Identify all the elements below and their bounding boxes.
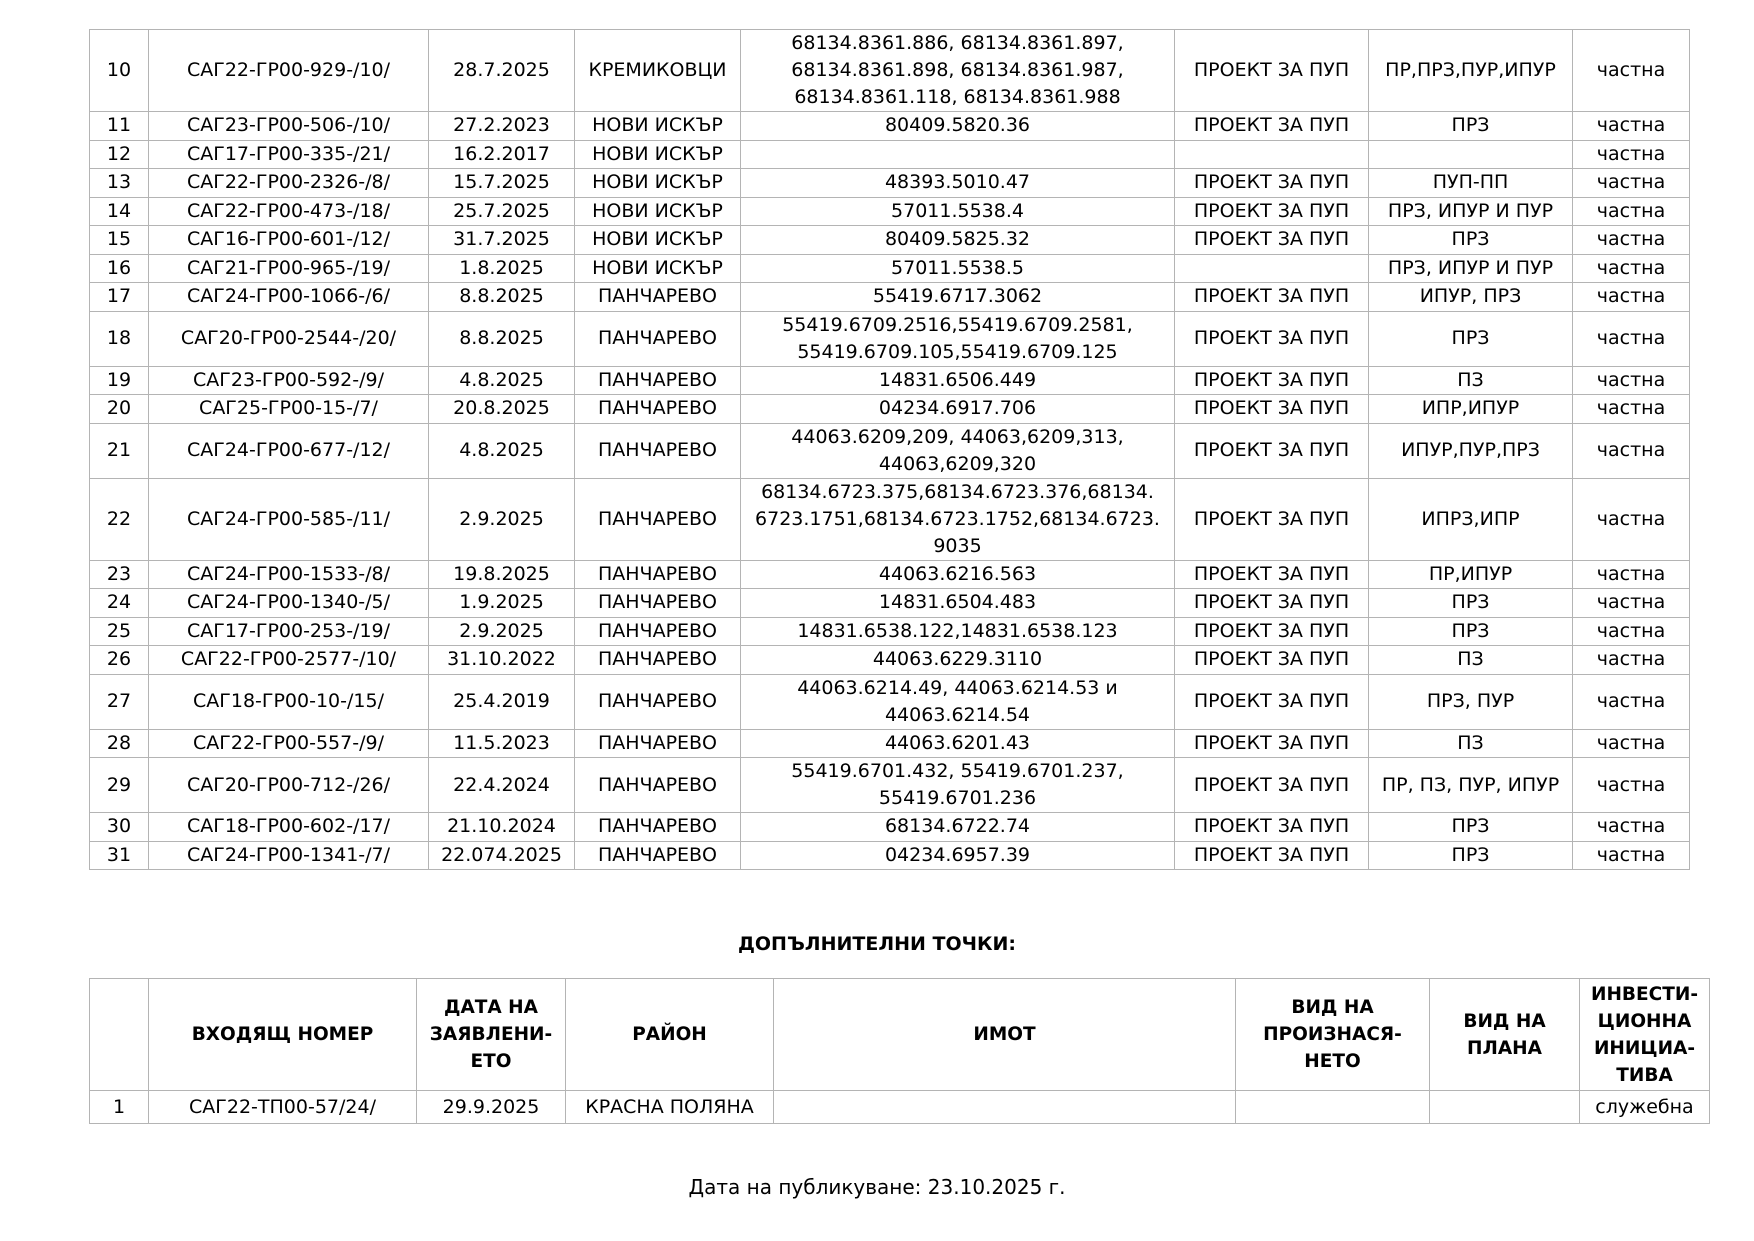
header-no	[90, 979, 149, 1091]
cell-decision	[1175, 254, 1369, 283]
cell-no: 13	[90, 169, 149, 198]
extra-header-row	[90, 979, 1710, 1091]
table-row	[90, 30, 1690, 112]
cell-number: САГ21-ГР00-965-/19/	[149, 254, 429, 283]
cell-decision: ПРОЕКТ ЗА ПУП	[1175, 395, 1369, 424]
cell-initiative: частна	[1573, 560, 1690, 589]
cell-number: САГ18-ГР00-10-/15/	[149, 674, 429, 729]
cell-no: 30	[90, 813, 149, 842]
cell-plan: ПРЗ	[1369, 813, 1573, 842]
cell-date: 8.8.2025	[429, 283, 575, 312]
cell-district: ПАНЧАРЕВО	[575, 589, 741, 618]
cell-no: 31	[90, 841, 149, 870]
cell-initiative: частна	[1573, 674, 1690, 729]
cell-initiative: частна	[1573, 758, 1690, 813]
cell-district: НОВИ ИСКЪР	[575, 169, 741, 198]
cell-property: 04234.6957.39	[741, 841, 1175, 870]
cell-number: САГ22-ГР00-557-/9/	[149, 729, 429, 758]
table-row	[90, 758, 1690, 813]
cell-property: 80409.5825.32	[741, 226, 1175, 255]
cell-initiative: частна	[1573, 254, 1690, 283]
cell-plan: ПЗ	[1369, 729, 1573, 758]
table-row	[90, 311, 1690, 366]
cell-plan: ПР, ПЗ, ПУР, ИПУР	[1369, 758, 1573, 813]
cell-initiative: служебна	[1580, 1091, 1710, 1124]
cell-initiative: частна	[1573, 589, 1690, 618]
cell-plan: ПРЗ, ИПУР И ПУР	[1369, 254, 1573, 283]
cell-no: 19	[90, 366, 149, 395]
cell-property: 55419.6701.432, 55419.6701.237, 55419.6701.236	[741, 758, 1175, 813]
cell-decision: ПРОЕКТ ЗА ПУП	[1175, 813, 1369, 842]
cell-number: САГ22-ГР00-473-/18/	[149, 197, 429, 226]
header-decision: ВИД НА ПРОИЗНАСЯ-НЕТО	[1236, 979, 1430, 1091]
cell-date: 22.074.2025	[429, 841, 575, 870]
table-row	[90, 197, 1690, 226]
cell-initiative: частна	[1573, 395, 1690, 424]
cell-initiative: частна	[1573, 169, 1690, 198]
table-row	[90, 169, 1690, 198]
cell-district: ПАНЧАРЕВО	[575, 478, 741, 560]
cell-date: 28.7.2025	[429, 30, 575, 112]
cell-number: САГ24-ГР00-1533-/8/	[149, 560, 429, 589]
cell-date: 22.4.2024	[429, 758, 575, 813]
cell-district: ПАНЧАРЕВО	[575, 841, 741, 870]
cell-plan: ПРЗ	[1369, 617, 1573, 646]
cell-decision: ПРОЕКТ ЗА ПУП	[1175, 560, 1369, 589]
cell-property: 44063.6216.563	[741, 560, 1175, 589]
cell-no: 28	[90, 729, 149, 758]
cell-district: НОВИ ИСКЪР	[575, 197, 741, 226]
cell-district: ПАНЧАРЕВО	[575, 729, 741, 758]
cell-district: ПАНЧАРЕВО	[575, 366, 741, 395]
cell-initiative: частна	[1573, 729, 1690, 758]
cell-district: ПАНЧАРЕВО	[575, 283, 741, 312]
cell-district: ПАНЧАРЕВО	[575, 395, 741, 424]
cell-no: 27	[90, 674, 149, 729]
header-district: РАЙОН	[566, 979, 774, 1091]
header-number: ВХОДЯЩ НОМЕР	[149, 979, 417, 1091]
cell-date: 11.5.2023	[429, 729, 575, 758]
cell-no: 24	[90, 589, 149, 618]
cell-number: САГ22-ГР00-2326-/8/	[149, 169, 429, 198]
cell-initiative: частна	[1573, 283, 1690, 312]
cell-property: 68134.8361.886, 68134.8361.897, 68134.8361.898, 68134.8361.987, 68134.8361.118, 68134.8361.988	[741, 30, 1175, 112]
cell-district: НОВИ ИСКЪР	[575, 140, 741, 169]
cell-number: САГ17-ГР00-335-/21/	[149, 140, 429, 169]
cell-no: 18	[90, 311, 149, 366]
table-row	[90, 395, 1690, 424]
cell-decision: ПРОЕКТ ЗА ПУП	[1175, 226, 1369, 255]
cell-plan: ИПУР, ПРЗ	[1369, 283, 1573, 312]
extra-table	[89, 978, 1710, 1124]
cell-decision: ПРОЕКТ ЗА ПУП	[1175, 112, 1369, 141]
cell-property: 44063.6214.49, 44063.6214.53 и 44063.6214.54	[741, 674, 1175, 729]
cell-decision: ПРОЕКТ ЗА ПУП	[1175, 758, 1369, 813]
header-property: ИМОТ	[774, 979, 1236, 1091]
table-row	[90, 674, 1690, 729]
cell-number: САГ17-ГР00-253-/19/	[149, 617, 429, 646]
header-initiative: ИНВЕСТИ-ЦИОННА ИНИЦИА-ТИВА	[1580, 979, 1710, 1091]
cell-initiative: частна	[1573, 478, 1690, 560]
cell-initiative: частна	[1573, 197, 1690, 226]
cell-no: 25	[90, 617, 149, 646]
cell-district: КРАСНА ПОЛЯНА	[566, 1091, 774, 1124]
cell-plan: ПРЗ, ПУР	[1369, 674, 1573, 729]
cell-no: 10	[90, 30, 149, 112]
cell-number: САГ22-ТП00-57/24/	[149, 1091, 417, 1124]
cell-number: САГ24-ГР00-1340-/5/	[149, 589, 429, 618]
cell-district: ПАНЧАРЕВО	[575, 758, 741, 813]
cell-decision: ПРОЕКТ ЗА ПУП	[1175, 674, 1369, 729]
cell-date: 25.4.2019	[429, 674, 575, 729]
cell-no: 26	[90, 646, 149, 675]
cell-initiative: частна	[1573, 30, 1690, 112]
cell-no: 16	[90, 254, 149, 283]
cell-no: 20	[90, 395, 149, 424]
cell-district: НОВИ ИСКЪР	[575, 226, 741, 255]
cell-property: 14831.6538.122,14831.6538.123	[741, 617, 1175, 646]
header-plan: ВИД НА ПЛАНА	[1430, 979, 1580, 1091]
cell-decision: ПРОЕКТ ЗА ПУП	[1175, 311, 1369, 366]
cell-district: ПАНЧАРЕВО	[575, 560, 741, 589]
cell-no: 17	[90, 283, 149, 312]
cell-district: ПАНЧАРЕВО	[575, 813, 741, 842]
cell-date: 29.9.2025	[417, 1091, 566, 1124]
cell-district: НОВИ ИСКЪР	[575, 254, 741, 283]
table-row	[90, 140, 1690, 169]
cell-property: 80409.5820.36	[741, 112, 1175, 141]
cell-decision: ПРОЕКТ ЗА ПУП	[1175, 729, 1369, 758]
cell-number: САГ20-ГР00-712-/26/	[149, 758, 429, 813]
cell-plan	[1369, 140, 1573, 169]
table-row	[90, 1091, 1710, 1124]
cell-initiative: частна	[1573, 112, 1690, 141]
cell-plan: ПРЗ	[1369, 841, 1573, 870]
table-row	[90, 646, 1690, 675]
cell-initiative: частна	[1573, 813, 1690, 842]
cell-district: ПАНЧАРЕВО	[575, 674, 741, 729]
cell-initiative: частна	[1573, 646, 1690, 675]
cell-plan: ПУП-ПП	[1369, 169, 1573, 198]
cell-district: ПАНЧАРЕВО	[575, 423, 741, 478]
cell-date: 16.2.2017	[429, 140, 575, 169]
cell-property: 55419.6717.3062	[741, 283, 1175, 312]
table-row	[90, 560, 1690, 589]
cell-property: 44063.6201.43	[741, 729, 1175, 758]
table-row	[90, 226, 1690, 255]
cell-decision: ПРОЕКТ ЗА ПУП	[1175, 646, 1369, 675]
cell-date: 2.9.2025	[429, 617, 575, 646]
cell-date: 31.7.2025	[429, 226, 575, 255]
cell-decision: ПРОЕКТ ЗА ПУП	[1175, 30, 1369, 112]
cell-district: ПАНЧАРЕВО	[575, 617, 741, 646]
cell-decision: ПРОЕКТ ЗА ПУП	[1175, 366, 1369, 395]
cell-number: САГ24-ГР00-677-/12/	[149, 423, 429, 478]
cell-initiative: частна	[1573, 311, 1690, 366]
cell-decision: ПРОЕКТ ЗА ПУП	[1175, 423, 1369, 478]
cell-number: САГ22-ГР00-929-/10/	[149, 30, 429, 112]
cell-number: САГ18-ГР00-602-/17/	[149, 813, 429, 842]
cell-property: 57011.5538.5	[741, 254, 1175, 283]
cell-plan: ПР,ИПУР	[1369, 560, 1573, 589]
publication-date: Дата на публикуване: 23.10.2025 г.	[688, 1175, 1066, 1199]
cell-date: 8.8.2025	[429, 311, 575, 366]
cell-date: 27.2.2023	[429, 112, 575, 141]
extra-section-title: ДОПЪЛНИТЕЛНИ ТОЧКИ:	[737, 933, 1017, 955]
cell-date: 2.9.2025	[429, 478, 575, 560]
cell-property: 44063.6229.3110	[741, 646, 1175, 675]
cell-number: САГ24-ГР00-585-/11/	[149, 478, 429, 560]
cell-decision: ПРОЕКТ ЗА ПУП	[1175, 841, 1369, 870]
main-table-body	[90, 30, 1690, 870]
cell-plan: ПРЗ	[1369, 311, 1573, 366]
table-row	[90, 813, 1690, 842]
cell-property: 57011.5538.4	[741, 197, 1175, 226]
cell-plan: ИПУР,ПУР,ПРЗ	[1369, 423, 1573, 478]
cell-date: 19.8.2025	[429, 560, 575, 589]
cell-no: 15	[90, 226, 149, 255]
cell-district: КРЕМИКОВЦИ	[575, 30, 741, 112]
cell-district: ПАНЧАРЕВО	[575, 311, 741, 366]
cell-date: 25.7.2025	[429, 197, 575, 226]
cell-date: 31.10.2022	[429, 646, 575, 675]
cell-decision: ПРОЕКТ ЗА ПУП	[1175, 283, 1369, 312]
cell-decision: ПРОЕКТ ЗА ПУП	[1175, 197, 1369, 226]
cell-plan: ПЗ	[1369, 646, 1573, 675]
cell-date: 1.9.2025	[429, 589, 575, 618]
cell-district: НОВИ ИСКЪР	[575, 112, 741, 141]
cell-no: 22	[90, 478, 149, 560]
cell-plan: ПЗ	[1369, 366, 1573, 395]
cell-no: 23	[90, 560, 149, 589]
table-row	[90, 841, 1690, 870]
table-row	[90, 112, 1690, 141]
table-row	[90, 729, 1690, 758]
cell-initiative: частна	[1573, 140, 1690, 169]
cell-number: САГ24-ГР00-1066-/6/	[149, 283, 429, 312]
cell-number: САГ22-ГР00-2577-/10/	[149, 646, 429, 675]
extra-table-body	[90, 1091, 1710, 1124]
cell-date: 1.8.2025	[429, 254, 575, 283]
main-table	[89, 29, 1690, 870]
cell-number: САГ16-ГР00-601-/12/	[149, 226, 429, 255]
cell-decision	[1236, 1091, 1430, 1124]
cell-no: 14	[90, 197, 149, 226]
cell-plan: ПР,ПРЗ,ПУР,ИПУР	[1369, 30, 1573, 112]
cell-property: 14831.6504.483	[741, 589, 1175, 618]
header-date: ДАТА НА ЗАЯВЛЕНИ-ЕТО	[417, 979, 566, 1091]
cell-initiative: частна	[1573, 226, 1690, 255]
cell-plan: ПРЗ	[1369, 589, 1573, 618]
table-row	[90, 478, 1690, 560]
cell-date: 4.8.2025	[429, 366, 575, 395]
cell-number: САГ20-ГР00-2544-/20/	[149, 311, 429, 366]
cell-initiative: частна	[1573, 841, 1690, 870]
cell-decision: ПРОЕКТ ЗА ПУП	[1175, 169, 1369, 198]
cell-property: 68134.6723.375,68134.6723.376,68134. 6723.1751,68134.6723.1752,68134.6723. 9035	[741, 478, 1175, 560]
cell-number: САГ23-ГР00-506-/10/	[149, 112, 429, 141]
cell-plan: ПРЗ	[1369, 112, 1573, 141]
cell-plan: ИПРЗ,ИПР	[1369, 478, 1573, 560]
cell-property: 68134.6722.74	[741, 813, 1175, 842]
cell-no: 11	[90, 112, 149, 141]
cell-number: САГ25-ГР00-15-/7/	[149, 395, 429, 424]
cell-initiative: частна	[1573, 617, 1690, 646]
cell-initiative: частна	[1573, 423, 1690, 478]
cell-property: 48393.5010.47	[741, 169, 1175, 198]
table-row	[90, 423, 1690, 478]
cell-no: 29	[90, 758, 149, 813]
cell-plan: ИПР,ИПУР	[1369, 395, 1573, 424]
cell-date: 20.8.2025	[429, 395, 575, 424]
cell-decision	[1175, 140, 1369, 169]
table-row	[90, 254, 1690, 283]
cell-decision: ПРОЕКТ ЗА ПУП	[1175, 589, 1369, 618]
table-row	[90, 617, 1690, 646]
cell-property: 04234.6917.706	[741, 395, 1175, 424]
cell-property: 44063.6209,209, 44063,6209,313, 44063,6209,320	[741, 423, 1175, 478]
cell-property: 55419.6709.2516,55419.6709.2581, 55419.6709.105,55419.6709.125	[741, 311, 1175, 366]
cell-plan: ПРЗ, ИПУР И ПУР	[1369, 197, 1573, 226]
cell-no: 12	[90, 140, 149, 169]
cell-decision: ПРОЕКТ ЗА ПУП	[1175, 617, 1369, 646]
cell-date: 21.10.2024	[429, 813, 575, 842]
cell-date: 15.7.2025	[429, 169, 575, 198]
cell-district: ПАНЧАРЕВО	[575, 646, 741, 675]
cell-plan	[1430, 1091, 1580, 1124]
cell-number: САГ23-ГР00-592-/9/	[149, 366, 429, 395]
cell-plan: ПРЗ	[1369, 226, 1573, 255]
cell-property	[741, 140, 1175, 169]
cell-property: 14831.6506.449	[741, 366, 1175, 395]
cell-no: 1	[90, 1091, 149, 1124]
cell-initiative: частна	[1573, 366, 1690, 395]
table-row	[90, 283, 1690, 312]
table-row	[90, 589, 1690, 618]
cell-decision: ПРОЕКТ ЗА ПУП	[1175, 478, 1369, 560]
cell-property	[774, 1091, 1236, 1124]
cell-number: САГ24-ГР00-1341-/7/	[149, 841, 429, 870]
cell-date: 4.8.2025	[429, 423, 575, 478]
table-row	[90, 366, 1690, 395]
cell-no: 21	[90, 423, 149, 478]
